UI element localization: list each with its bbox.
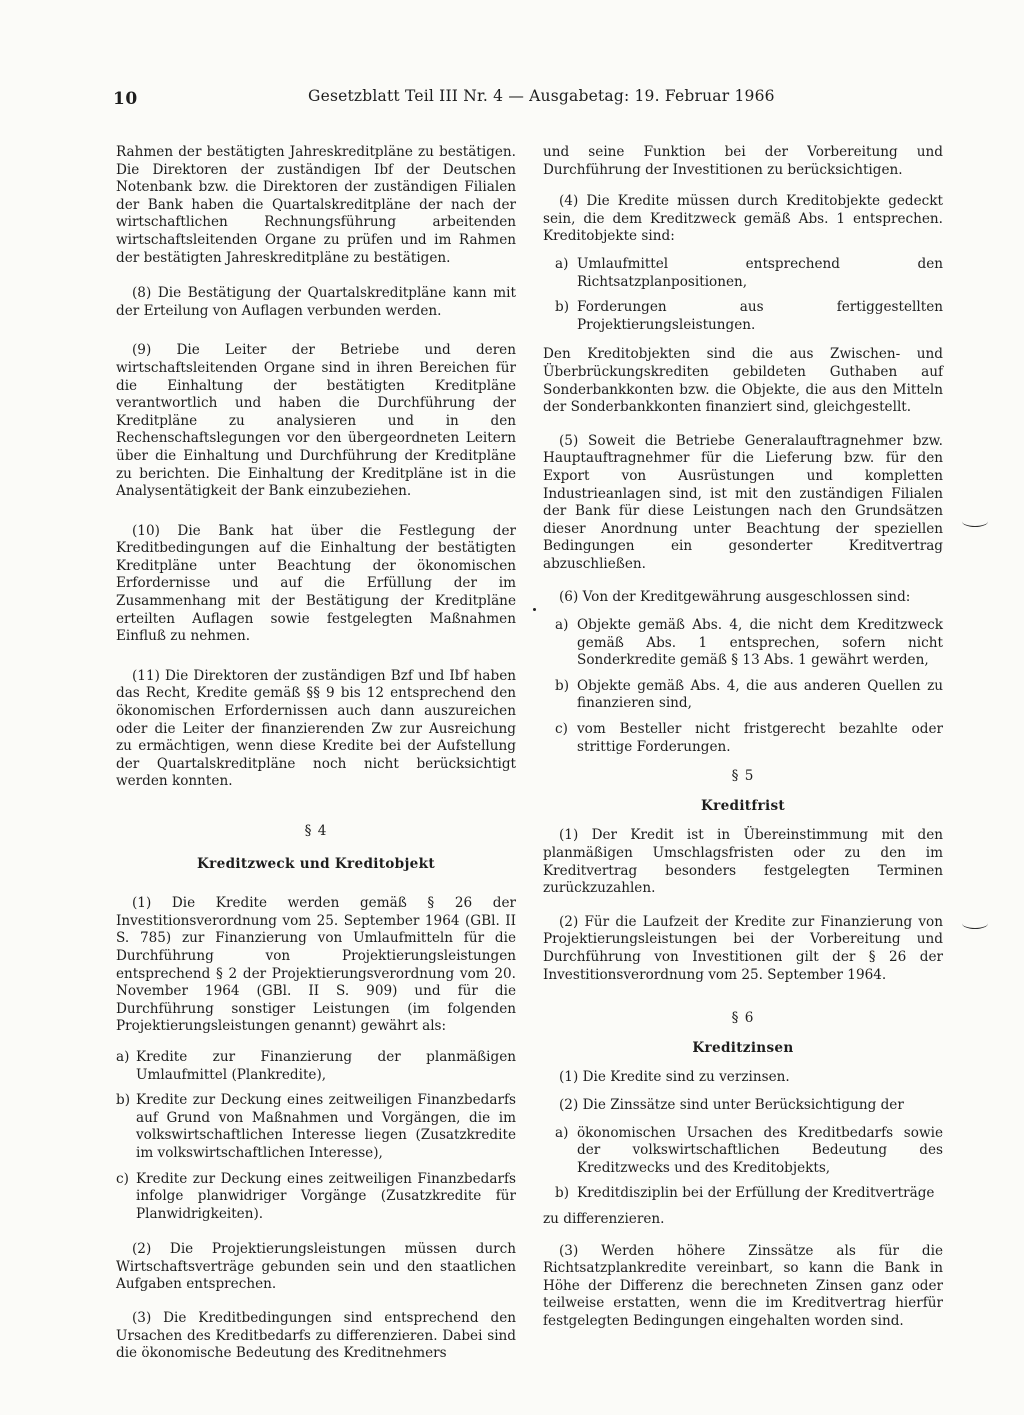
list-text: Kredite zur Deckung eines zeitweiligen Finanzbedarfs infolge planwidriger Vorgänge (Zusatzkredite für Planwidrigkeiten). bbox=[136, 1170, 516, 1222]
paragraph-8: (8) Die Bestätigung der Quartalskreditpläne kann mit der Erteilung von Auflagen verbunden werden. bbox=[116, 285, 516, 319]
section-4-paragraph-2: (2) Die Projektierungsleistungen müssen durch Wirtschaftsverträge gebunden sein und den staatlichen Aufgaben entsprechen. bbox=[116, 1241, 516, 1293]
list-item bbox=[555, 678, 943, 713]
section-4-paragraph-1: (1) Die Kredite werden gemäß § 26 der Investitionsverordnung vom 25. September 1964 (GBl. II S. 785) zur Finanzierung von Umlaufmitteln für die Durchführung von Projektierungsleistungen entsprechend § 2 der Projektierungsverordnung vom 20. November 1964 (GBl. II S. 909) und für die Durchführung sonstiger Leistungen (im folgenden Projektierungsleistungen genannt) gewährt als: bbox=[116, 895, 516, 1035]
paragraph-continuation: und seine Funktion bei der Vorbereitung und Durchführung der Investitionen zu berücksichtigen. bbox=[543, 144, 943, 178]
list-item bbox=[555, 617, 943, 670]
list-item bbox=[555, 299, 943, 334]
section-6-sign: § 6 bbox=[731, 1010, 755, 1027]
paragraph-10: (10) Die Bank hat über die Festlegung der Kreditbedingungen auf die Einhaltung der bestätigten Kreditpläne unter Beachtung der ökonomischen Erfordernisse und auf die Erfüllung der im Zusammenhang mit der Bestätigung der Kreditpläne erteilten Auflagen sowie festgelegten Maßnahmen Einfluß zu nehmen. bbox=[116, 522, 516, 645]
page-number: 10 bbox=[113, 89, 138, 109]
list-item bbox=[555, 1185, 943, 1203]
paragraph-11: (11) Die Direktoren der zuständigen Bzf und Ibf haben das Recht, Kredite gemäß §§ 9 bis 12 entsprechend den ökonomischen Erfordernissen auch dann auszureichen oder die Leiter der finanzierenden Zw zur Ausreichung zu ermächtigen, wenn diese Kredite bei der Aufstellung der Quartalskreditpläne noch nicht berücksichtigt werden konnten. bbox=[116, 667, 516, 790]
list-marker: a) bbox=[555, 255, 569, 272]
list-item bbox=[116, 1092, 516, 1162]
paragraph-continuation: Rahmen der bestätigten Jahreskreditpläne zu bestätigen. Die Direktoren der zuständigen Ibf der Deutschen Notenbank bzw. die Direktoren der zuständigen Filialen der Bank haben die Quartalskreditpläne der nach der wirtschaftlichen Rechnungsführung arbeitenden wirtschaftsleitenden Organe zu prüfen und im Rahmen der bestätigten Jahreskreditpläne zu bestätigen. bbox=[116, 144, 516, 266]
section-6-paragraph-2: (2) Die Zinssätze sind unter Berücksichtigung der bbox=[559, 1096, 904, 1113]
right-column bbox=[543, 144, 943, 1343]
list-marker: b) bbox=[116, 1092, 131, 1109]
paragraph-6: (6) Von der Kreditgewährung ausgeschlossen sind: bbox=[559, 589, 911, 606]
list-text: vom Besteller nicht fristgerecht bezahlte oder strittige Forderungen. bbox=[577, 721, 943, 755]
list-item bbox=[555, 721, 943, 756]
section-5-sign: § 5 bbox=[731, 768, 755, 785]
list-item bbox=[116, 1049, 516, 1084]
left-column bbox=[116, 144, 516, 1376]
section-4-paragraph-3: (3) Die Kreditbedingungen sind entsprechend den Ursachen des Kreditbedarfs zu differenzieren. Dabei sind die ökonomische Bedeutung des Kreditnehmers bbox=[116, 1310, 516, 1362]
section-6-paragraph-1: (1) Die Kredite sind zu verzinsen. bbox=[559, 1069, 790, 1086]
list-marker: b) bbox=[555, 299, 570, 316]
list-text: Kredite zur Finanzierung der planmäßigen Umlaufmittel (Plankredite), bbox=[136, 1048, 516, 1083]
list-text: Objekte gemäß Abs. 4, die aus anderen Quellen zu finanzieren sind, bbox=[577, 677, 943, 712]
section-6-paragraph-3: (3) Werden höhere Zinssätze als für die Richtsatzplankredite vereinbart, so kann die Bank in Höhe der Differenz die berechneten Zinsen ganz oder teilweise erstatten, wenn die im Kreditvertrag hierfür festgelegten Bedingungen eingehalten worden sind. bbox=[543, 1242, 943, 1329]
margin-dot bbox=[533, 608, 536, 611]
paragraph-5: (5) Soweit die Betriebe Generalauftragnehmer bzw. Hauptauftragnehmer für die Lieferung bzw. für den Export von Ausrüstungen und kompletten Industrieanlagen sind, ist mit den zuständigen Filialen der Bank für diese Leistungen nach den Grundsätzen dieser Anordnung unter Beachtung der speziellen Bedingungen ein gesonderter Kreditvertrag abzuschließen. bbox=[543, 432, 943, 572]
list-text: Kredite zur Deckung eines zeitweiligen Finanzbedarfs auf Grund von Maßnahmen und Vorgängen, die im volkswirtschaftlichen Interesse liegen (Zusatzkredite im volkswirtschaftlichen Interesse), bbox=[136, 1092, 516, 1161]
paragraph-9: (9) Die Leiter der Betriebe und deren wirtschaftsleitenden Organe sind in ihren Bereichen für die Einhaltung der bestätigten Kreditpläne verantwortlich und haben die Durchführung der Kreditpläne zu analysieren und in den Rechenschaftslegungen vor den übergeordneten Leitern über die Einhaltung und Durchführung der Kreditpläne zu berichten. Die Einhaltung der Kreditpläne ist in die Analysentätigkeit der Bank einzubeziehen. bbox=[116, 342, 516, 500]
running-title: Gesetzblatt Teil III Nr. 4 — Ausgabetag: 19. Februar 1966 bbox=[308, 87, 775, 105]
list-marker: a) bbox=[555, 617, 569, 634]
section-4-sign: § 4 bbox=[304, 823, 328, 839]
list-marker: c) bbox=[116, 1170, 129, 1187]
list-item bbox=[555, 1125, 943, 1178]
list-text: Kreditdisziplin bei der Erfüllung der Kreditverträge bbox=[577, 1185, 935, 1202]
list-marker: b) bbox=[555, 1185, 570, 1202]
list-text: ökonomischen Ursachen des Kreditbedarfs sowie der volkswirtschaftlichen Bedeutung des Kreditzwecks und des Kreditobjekts, bbox=[577, 1124, 943, 1176]
section-5-title: Kreditfrist bbox=[701, 797, 785, 814]
list-marker: a) bbox=[555, 1124, 569, 1141]
paragraph-4: (4) Die Kredite müssen durch Kreditobjekte gedeckt sein, die dem Kreditzweck gemäß Abs. 1 entsprechen. Kreditobjekte sind: bbox=[543, 193, 943, 245]
list-marker: a) bbox=[116, 1048, 130, 1065]
list-item bbox=[555, 256, 943, 291]
section-5-paragraph-1: (1) Der Kredit ist in Übereinstimmung mit den planmäßigen Umschlagsfristen oder zu den im Kreditvertrag besonders festgelegten Terminen zurückzuzahlen. bbox=[543, 827, 943, 897]
section-6-after: zu differenzieren. bbox=[543, 1210, 665, 1227]
list-item bbox=[116, 1171, 516, 1224]
list-text: Objekte gemäß Abs. 4, die nicht dem Kreditzweck gemäß Abs. 1 entsprechen, sofern nicht Sonderkredite gemäß § 13 Abs. 1 gewährt werden, bbox=[577, 617, 943, 669]
section-4-title: Kreditzweck und Kreditobjekt bbox=[197, 855, 435, 872]
list-text: Forderungen aus fertiggestellten Projektierungsleistungen. bbox=[577, 299, 943, 333]
list-marker: b) bbox=[555, 677, 570, 694]
list-marker: c) bbox=[555, 721, 568, 738]
section-5-paragraph-2: (2) Für die Laufzeit der Kredite zur Finanzierung von Projektierungsleistungen bei der Vorbereitung und Durchführung von Investitionen gilt der § 26 der Investitionsverordnung vom 25. September 1964. bbox=[543, 913, 943, 983]
section-6-title: Kreditzinsen bbox=[692, 1039, 794, 1056]
list-text: Umlaufmittel entsprechend den Richtsatzplanpositionen, bbox=[577, 255, 943, 290]
paragraph-4-after: Den Kreditobjekten sind die aus Zwischen- und Überbrückungskrediten gebildeten Guthaben auf Sonderbankkonten bzw. die Objekte, die aus den Mitteln der Sonderbankkonten finanziert sind, gleichgestellt. bbox=[543, 346, 943, 416]
margin-mark bbox=[962, 918, 988, 929]
margin-mark bbox=[962, 516, 988, 527]
